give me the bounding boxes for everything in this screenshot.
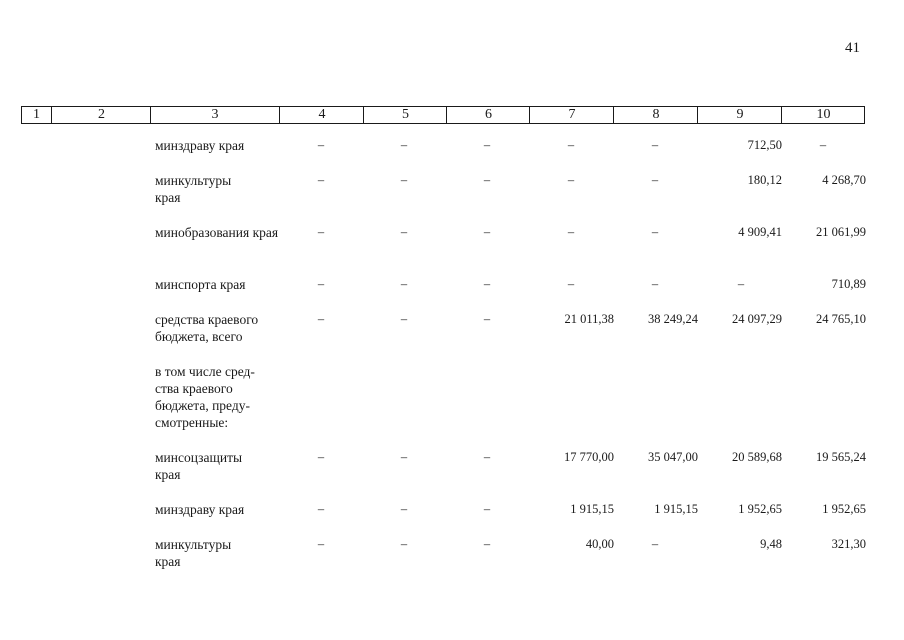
cell-col6: –: [483, 312, 491, 326]
cell-col9: 1 952,65: [738, 502, 782, 516]
cell-col10: 4 268,70: [822, 173, 866, 187]
cell-col4: –: [317, 537, 325, 551]
column-header-4: 4: [279, 107, 364, 123]
column-header-9: 9: [697, 107, 782, 123]
cell-col7: 21 011,38: [564, 312, 614, 326]
cell-col9: 9,48: [760, 537, 782, 551]
row-label: минспорта края: [155, 277, 246, 292]
cell-col5: –: [400, 450, 408, 464]
cell-col10: 19 565,24: [816, 450, 866, 464]
cell-col10: 1 952,65: [822, 502, 866, 516]
cell-col8: –: [651, 537, 659, 551]
cell-col9: –: [737, 277, 745, 291]
cell-col7: 1 915,15: [570, 502, 614, 516]
column-header-5: 5: [363, 107, 447, 123]
cell-col10: 21 061,99: [816, 225, 866, 239]
cell-col8: 35 047,00: [648, 450, 698, 464]
cell-col6: –: [483, 225, 491, 239]
cell-col9: 712,50: [747, 138, 782, 152]
cell-col6: –: [483, 173, 491, 187]
column-header-6: 6: [446, 107, 530, 123]
column-header-10: 10: [781, 107, 865, 123]
cell-col4: –: [317, 502, 325, 516]
row-label: минздраву края: [155, 502, 245, 517]
column-header-3: 3: [150, 107, 279, 123]
cell-col5: –: [400, 502, 408, 516]
cell-col8: –: [651, 225, 659, 239]
row-label: минсоцзащиты края: [155, 450, 243, 482]
cell-col10: 24 765,10: [816, 312, 866, 326]
cell-col5: –: [400, 537, 408, 551]
cell-col4: –: [317, 277, 325, 291]
row-label: минобразования края: [155, 225, 279, 240]
cell-col10: 710,89: [831, 277, 866, 291]
cell-col8: 38 249,24: [648, 312, 698, 326]
column-header-2: 2: [51, 107, 151, 123]
column-header-8: 8: [613, 107, 698, 123]
cell-col5: –: [400, 225, 408, 239]
cell-col9: 180,12: [747, 173, 782, 187]
cell-col6: –: [483, 450, 491, 464]
cell-col4: –: [317, 312, 325, 326]
cell-col5: –: [400, 138, 408, 152]
cell-col6: –: [483, 138, 491, 152]
cell-col7: –: [567, 277, 575, 291]
cell-col9: 20 589,68: [732, 450, 782, 464]
cell-col10: 321,30: [831, 537, 866, 551]
cell-col10: –: [819, 138, 827, 152]
cell-col7: 40,00: [585, 537, 614, 551]
cell-col7: –: [567, 138, 575, 152]
cell-col8: –: [651, 138, 659, 152]
cell-col6: –: [483, 502, 491, 516]
cell-col7: –: [567, 173, 575, 187]
cell-col4: –: [317, 138, 325, 152]
cell-col4: –: [317, 173, 325, 187]
cell-col4: –: [317, 225, 325, 239]
column-header-1: 1: [33, 107, 40, 122]
row-label: средства краевого бюджета, всего: [155, 312, 259, 344]
cell-col7: –: [567, 225, 575, 239]
table-header-row: [21, 106, 865, 124]
cell-col9: 24 097,29: [732, 312, 782, 326]
cell-col5: –: [400, 312, 408, 326]
cell-col9: 4 909,41: [738, 225, 782, 239]
cell-col8: –: [651, 277, 659, 291]
cell-col7: 17 770,00: [564, 450, 614, 464]
cell-col8: –: [651, 173, 659, 187]
page-number: 41: [845, 40, 860, 56]
row-label: минздраву края: [155, 138, 245, 153]
cell-col4: –: [317, 450, 325, 464]
cell-col8: 1 915,15: [654, 502, 698, 516]
cell-col6: –: [483, 537, 491, 551]
column-header-7: 7: [529, 107, 614, 123]
row-label: в том числе сред-ства краевого бюджета, преду-смотренные:: [155, 364, 255, 430]
row-label: минкультуры края: [155, 537, 232, 569]
cell-col5: –: [400, 173, 408, 187]
cell-col5: –: [400, 277, 408, 291]
cell-col6: –: [483, 277, 491, 291]
row-label: минкультуры края: [155, 173, 232, 205]
